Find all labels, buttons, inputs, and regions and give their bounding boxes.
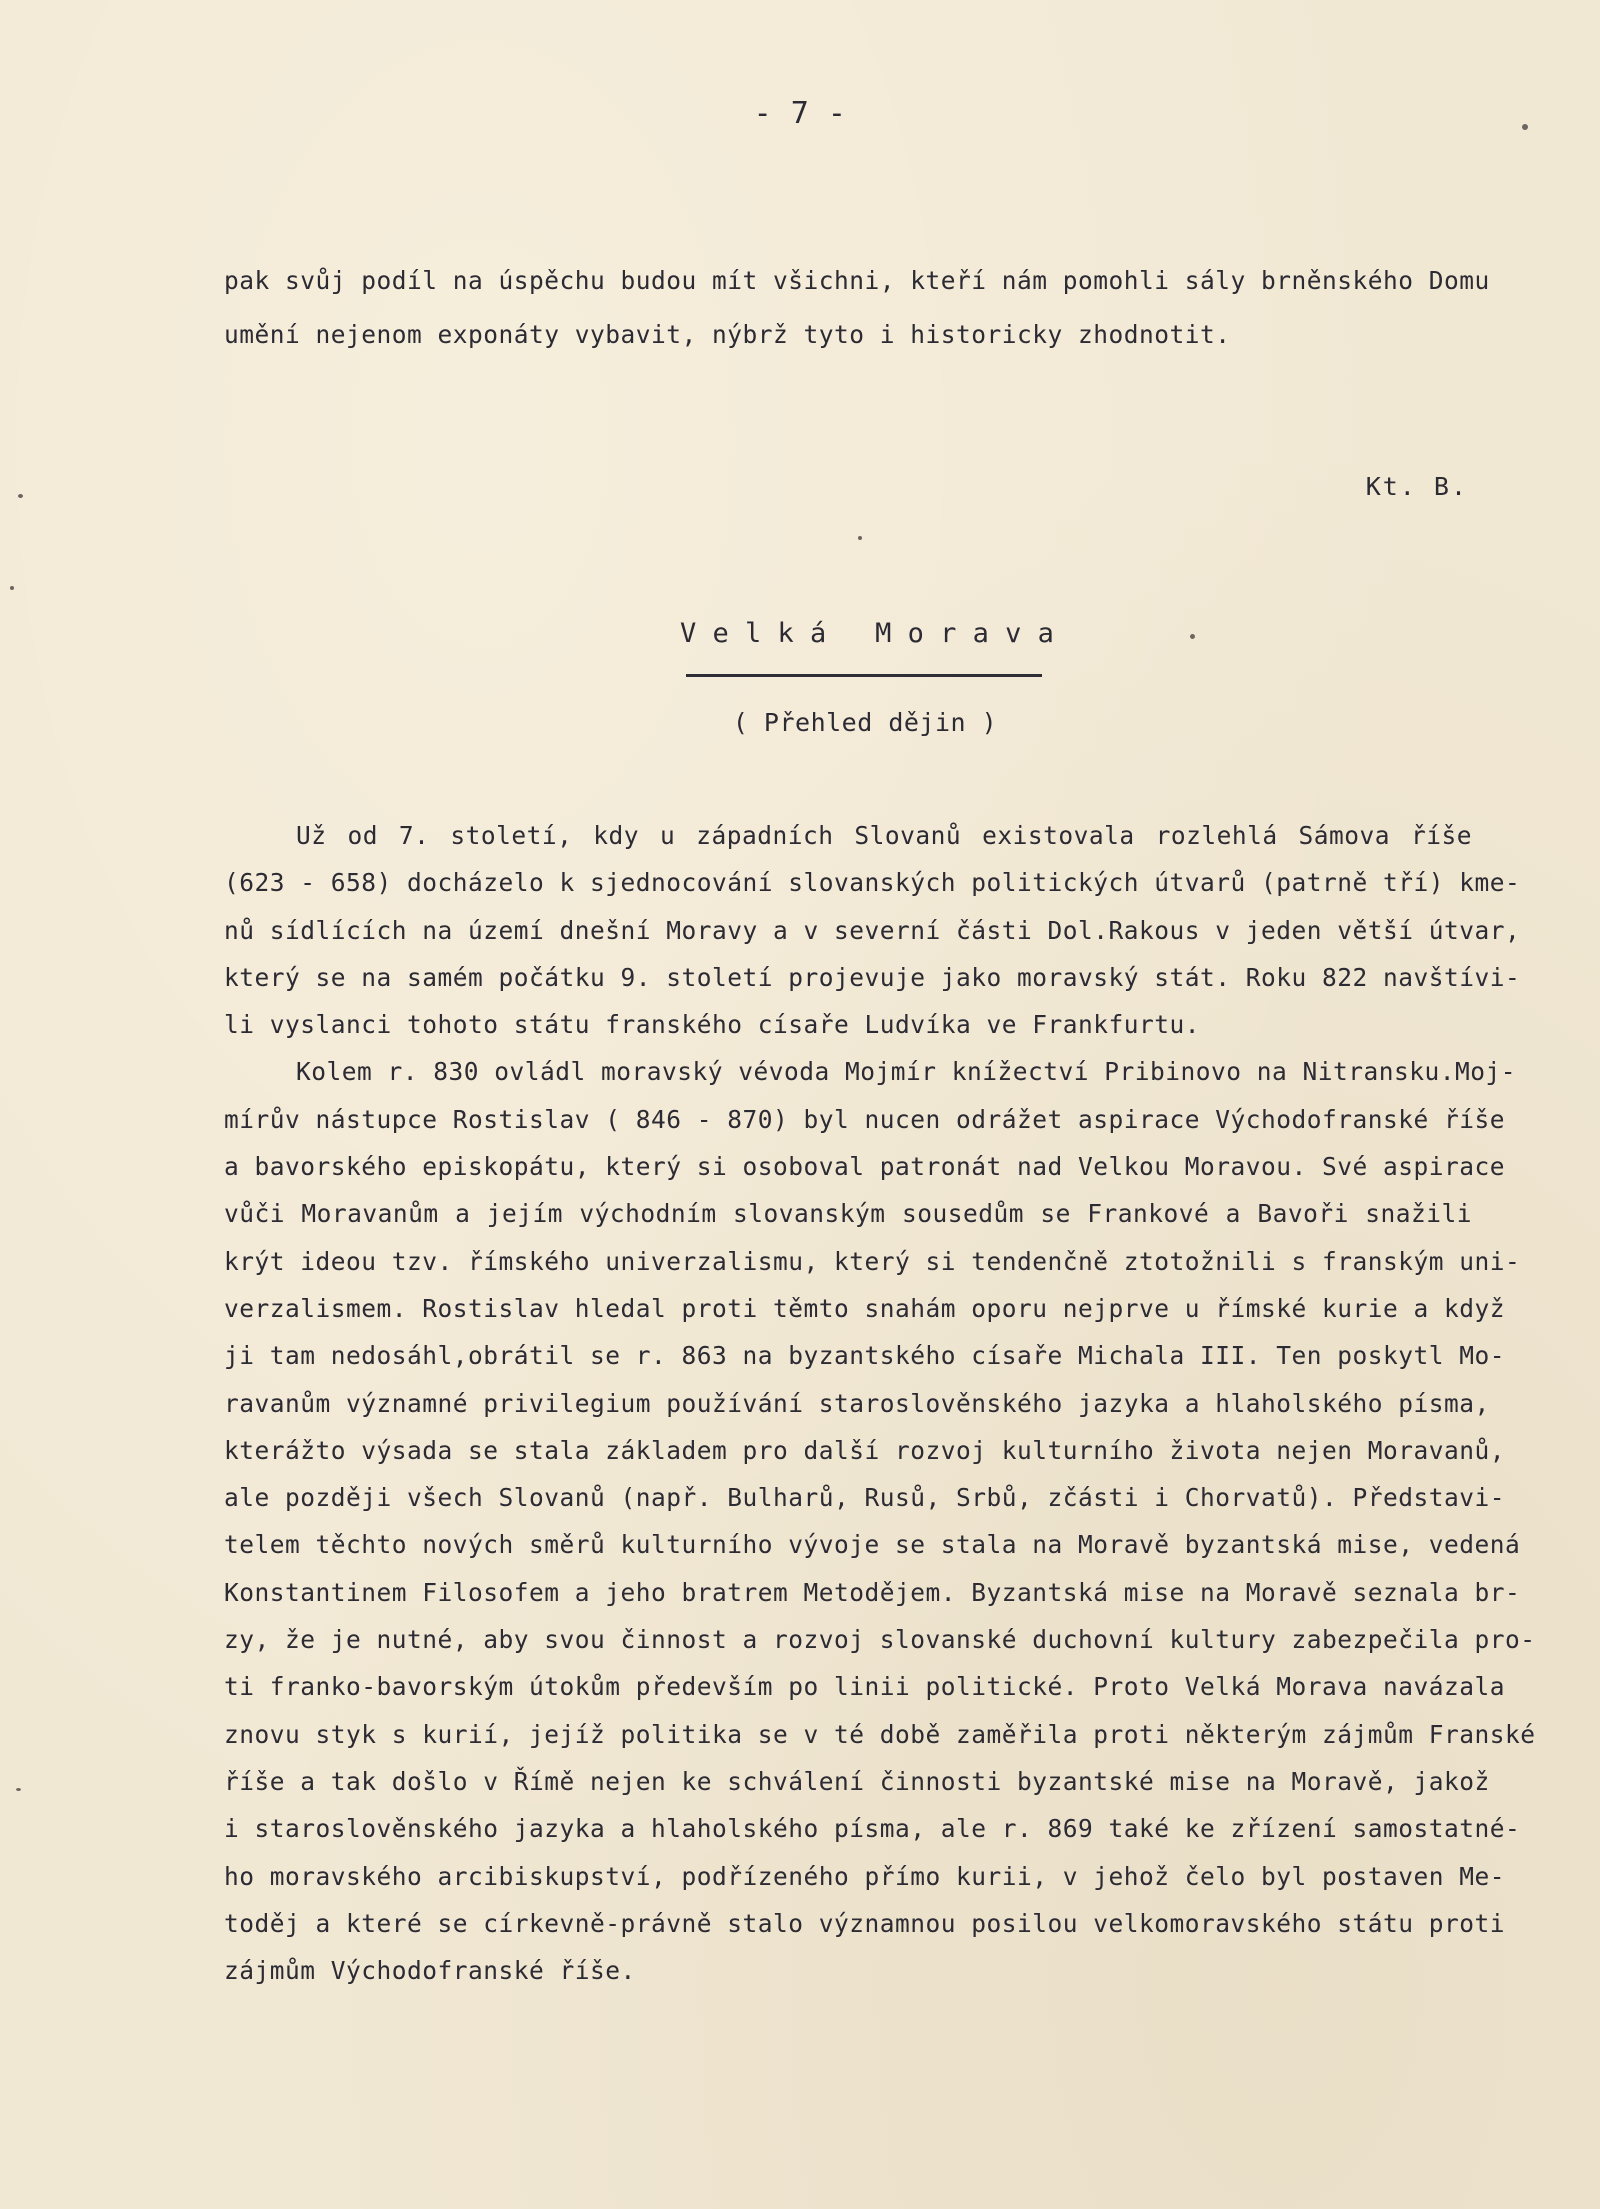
paragraph-line: zájmům Východofranské říše. bbox=[224, 1956, 636, 1986]
paragraph-line: ti franko-bavorským útokům především po linii politické. Proto Velká Morava navázala bbox=[224, 1672, 1506, 1702]
paragraph-line: ale později všech Slovanů (např. Bulharů, Rusů, Srbů, zčásti i Chorvatů). Představi- bbox=[224, 1483, 1506, 1513]
paragraph-line: zy, že je nutné, aby svou činnost a rozvoj slovanské duchovní kultury zabezpečila pro- bbox=[224, 1625, 1536, 1655]
paragraph-line: nů sídlících na území dnešní Moravy a v severní části Dol.Rakous v jeden větší útvar, bbox=[224, 915, 1521, 945]
paper-speck bbox=[16, 1788, 21, 1791]
intro-line: pak svůj podíl na úspěchu budou mít všichni, kteří nám pomohli sály brněnského Domu bbox=[224, 266, 1490, 295]
paragraph-line: i staroslověnského jazyka a hlaholského písma, ale r. 869 také ke zřízení samostatné- bbox=[224, 1814, 1521, 1844]
paragraph-line: li vyslanci tohoto státu franského císaře Ludvíka ve Frankfurtu. bbox=[224, 1010, 1201, 1040]
paper-speck bbox=[858, 536, 862, 540]
section-title: V e l k á M o r a v a bbox=[680, 618, 1054, 649]
paragraph-line: a bavorského episkopátu, který si osoboval patronát nad Velkou Moravou. Své aspirace bbox=[224, 1152, 1506, 1182]
title-underline bbox=[686, 674, 1042, 677]
paragraph-line: mírův nástupce Rostislav ( 846 - 870) byl nucen odrážet aspirace Východofranské říše bbox=[224, 1104, 1506, 1134]
paper-speck bbox=[1190, 634, 1195, 639]
paragraph-line: toděj a které se církevně-právně stalo významnou posilou velkomoravského státu proti bbox=[224, 1908, 1506, 1938]
paragraph-line: Konstantinem Filosofem a jeho bratrem Metodějem. Byzantská mise na Moravě seznala br- bbox=[224, 1577, 1521, 1607]
paragraph-line: ji tam nedosáhl,obrátil se r. 863 na byzantského císaře Michala III. Ten poskytl Mo- bbox=[224, 1341, 1506, 1371]
paper-speck bbox=[1522, 124, 1528, 130]
paragraph-line: Už od 7. století, kdy u západních Slovanů existovala rozlehlá Sámova říše bbox=[296, 821, 1472, 850]
paragraph-line: říše a tak došlo v Římě nejen ke schválení činnosti byzantské mise na Moravě, jakož bbox=[224, 1766, 1490, 1796]
paper-speck bbox=[10, 586, 14, 590]
paragraph-line: který se na samém počátku 9. století projevuje jako moravský stát. Roku 822 navštívi- bbox=[224, 962, 1521, 992]
intro-text bbox=[224, 254, 1490, 362]
author-initials: Kt. B. bbox=[1365, 472, 1468, 501]
paragraph-line: vůči Moravanům a jejím východním slovanským sousedům se Frankové a Bavoři snažili bbox=[224, 1199, 1472, 1229]
paragraph-line: ravanům významné privilegium používání staroslověnského jazyka a hlaholského písma, bbox=[224, 1388, 1490, 1418]
paragraph-line: znovu styk s kurií, jejíž politika se v té době zaměřila proti některým zájmům Franské bbox=[224, 1719, 1536, 1749]
paragraph-line: telem těchto nových směrů kulturního vývoje se stala na Moravě byzantská mise, vedená bbox=[224, 1530, 1521, 1560]
paragraph-line: kterážto výsada se stala základem pro další rozvoj kulturního života nejen Moravanů, bbox=[224, 1435, 1506, 1465]
paragraph-line: krýt ideou tzv. římského univerzalismu, který si tendenčně ztotožnili s franským uni- bbox=[224, 1246, 1521, 1276]
paragraph-line: verzalismem. Rostislav hledal proti těmto snahám oporu nejprve u římské kurie a když bbox=[224, 1293, 1506, 1323]
paragraph-line: Kolem r. 830 ovládl moravský vévoda Mojmír knížectví Pribinovo na Nitransku.Moj- bbox=[296, 1057, 1517, 1087]
body-text bbox=[224, 812, 1536, 1994]
paragraph-line: ho moravského arcibiskupství, podřízeného přímo kurii, v jehož čelo byl postaven Me- bbox=[224, 1861, 1506, 1891]
paragraph-line: (623 - 658) docházelo k sjednocování slovanských politických útvarů (patrně tří) kme- bbox=[224, 868, 1521, 898]
intro-line: umění nejenom exponáty vybavit, nýbrž tyto i historicky zhodnotit. bbox=[224, 320, 1231, 349]
paper-speck bbox=[18, 494, 23, 498]
section-subtitle: ( Přehled dějin ) bbox=[732, 708, 998, 737]
page-number: - 7 - bbox=[753, 96, 847, 131]
